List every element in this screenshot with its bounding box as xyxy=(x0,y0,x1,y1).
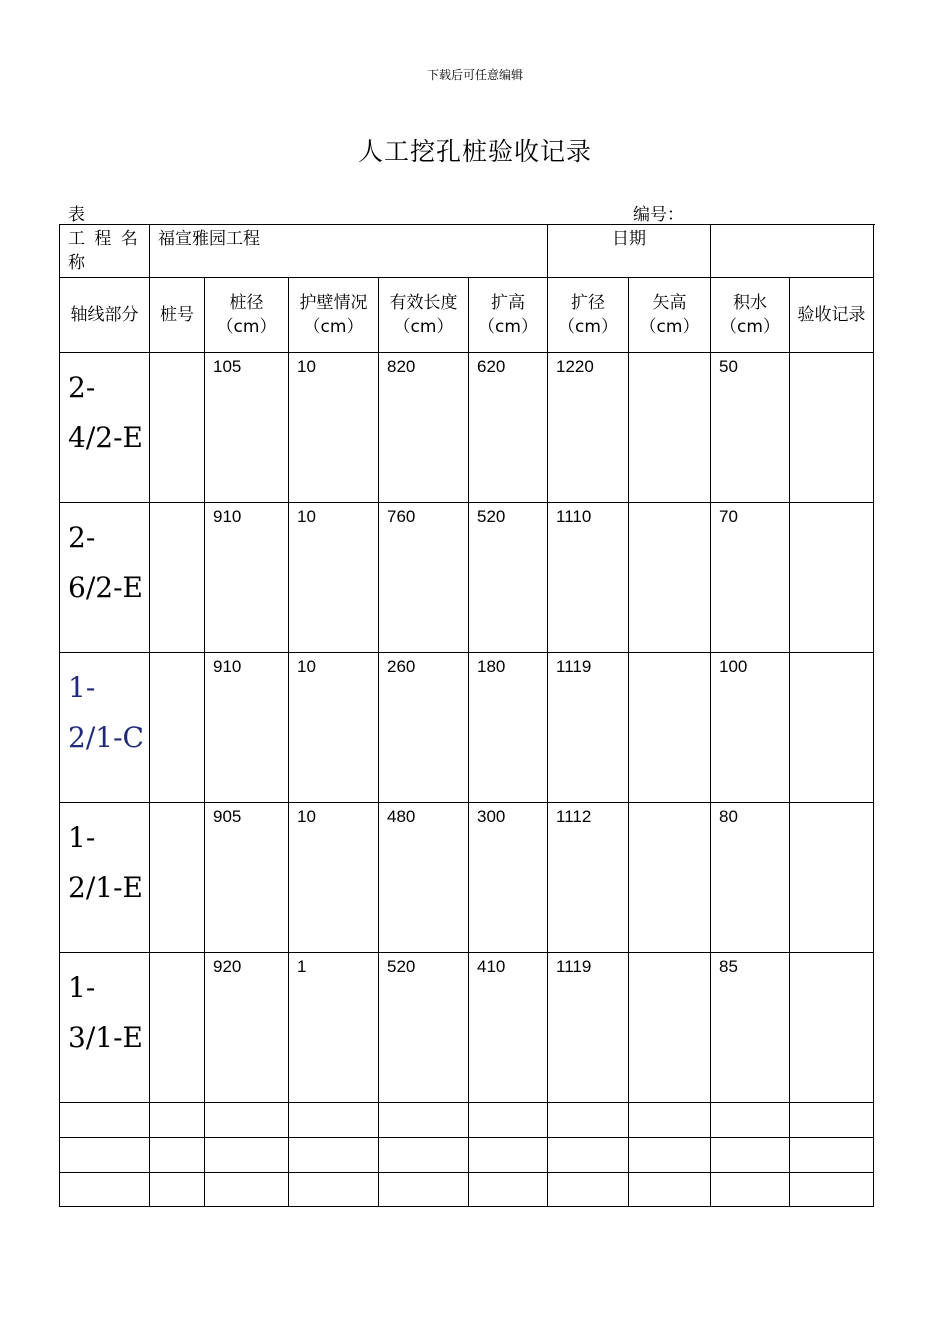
col-header-axis: 轴线部分 xyxy=(60,278,150,353)
project-name-value: 福宣雅园工程 xyxy=(150,225,548,278)
wall-cell: 10 xyxy=(289,353,379,503)
exp-height-cell: 180 xyxy=(469,653,548,803)
water-cell: 100 xyxy=(711,653,790,803)
exp-height-cell: 300 xyxy=(469,803,548,953)
col-header-exp-height: 扩高（cm） xyxy=(469,278,548,353)
table-row xyxy=(60,353,874,503)
sag-cell xyxy=(629,803,711,953)
record-cell xyxy=(790,503,874,653)
empty-row xyxy=(60,1173,874,1207)
sag-cell xyxy=(629,503,711,653)
length-cell: 820 xyxy=(379,353,469,503)
empty-row xyxy=(60,1103,874,1138)
axis-cell: 2-6/2-E xyxy=(60,503,150,653)
sag-cell xyxy=(629,353,711,503)
header-row xyxy=(60,278,874,353)
water-cell: 50 xyxy=(711,353,790,503)
date-value xyxy=(711,225,874,278)
table-row xyxy=(60,653,874,803)
pile-no-cell xyxy=(150,803,205,953)
wall-cell: 1 xyxy=(289,953,379,1103)
water-cell: 85 xyxy=(711,953,790,1103)
project-row xyxy=(60,225,874,278)
pile-no-cell xyxy=(150,353,205,503)
acceptance-table xyxy=(59,224,874,1207)
date-label: 日期 xyxy=(548,225,711,278)
page-title: 人工挖孔桩验收记录 xyxy=(357,137,592,166)
header-note: 下载后可任意编辑 xyxy=(426,68,523,82)
record-cell xyxy=(790,803,874,953)
length-cell: 520 xyxy=(379,953,469,1103)
empty-row xyxy=(60,1138,874,1173)
diameter-cell: 105 xyxy=(205,353,289,503)
diameter-cell: 910 xyxy=(205,653,289,803)
col-header-wall: 护壁情况（cm） xyxy=(289,278,379,353)
length-cell: 760 xyxy=(379,503,469,653)
wall-cell: 10 xyxy=(289,503,379,653)
pile-no-cell xyxy=(150,503,205,653)
col-header-pile-no: 桩号 xyxy=(150,278,205,353)
diameter-cell: 905 xyxy=(205,803,289,953)
table-row xyxy=(60,803,874,953)
col-header-length: 有效长度（cm） xyxy=(379,278,469,353)
col-header-water: 积水（cm） xyxy=(711,278,790,353)
sag-cell xyxy=(629,653,711,803)
length-cell: 480 xyxy=(379,803,469,953)
water-cell: 80 xyxy=(711,803,790,953)
axis-cell: 1-3/1-E xyxy=(60,953,150,1103)
pile-no-cell xyxy=(150,953,205,1103)
axis-cell: 2-4/2-E xyxy=(60,353,150,503)
water-cell: 70 xyxy=(711,503,790,653)
table-row xyxy=(60,953,874,1103)
wall-cell: 10 xyxy=(289,653,379,803)
exp-diameter-cell: 1112 xyxy=(548,803,629,953)
exp-diameter-cell: 1220 xyxy=(548,353,629,503)
pile-no-cell xyxy=(150,653,205,803)
exp-diameter-cell: 1119 xyxy=(548,653,629,803)
record-cell xyxy=(790,353,874,503)
table-label: 表 xyxy=(68,205,85,225)
diameter-cell: 920 xyxy=(205,953,289,1103)
col-header-diameter: 桩径（cm） xyxy=(205,278,289,353)
exp-height-cell: 620 xyxy=(469,353,548,503)
exp-diameter-cell: 1110 xyxy=(548,503,629,653)
diameter-cell: 910 xyxy=(205,503,289,653)
exp-height-cell: 410 xyxy=(469,953,548,1103)
axis-cell: 1-2/1-C xyxy=(60,653,150,803)
col-header-record: 验收记录 xyxy=(790,278,874,353)
length-cell: 260 xyxy=(379,653,469,803)
col-header-sag: 矢高（cm） xyxy=(629,278,711,353)
wall-cell: 10 xyxy=(289,803,379,953)
record-cell xyxy=(790,653,874,803)
exp-height-cell: 520 xyxy=(469,503,548,653)
record-cell xyxy=(790,953,874,1103)
col-header-exp-diameter: 扩径（cm） xyxy=(548,278,629,353)
project-name-label: 工 程 名 称 xyxy=(60,225,150,278)
table-row xyxy=(60,503,874,653)
sag-cell xyxy=(629,953,711,1103)
number-label: 编号： xyxy=(633,205,684,225)
axis-cell: 1-2/1-E xyxy=(60,803,150,953)
exp-diameter-cell: 1119 xyxy=(548,953,629,1103)
